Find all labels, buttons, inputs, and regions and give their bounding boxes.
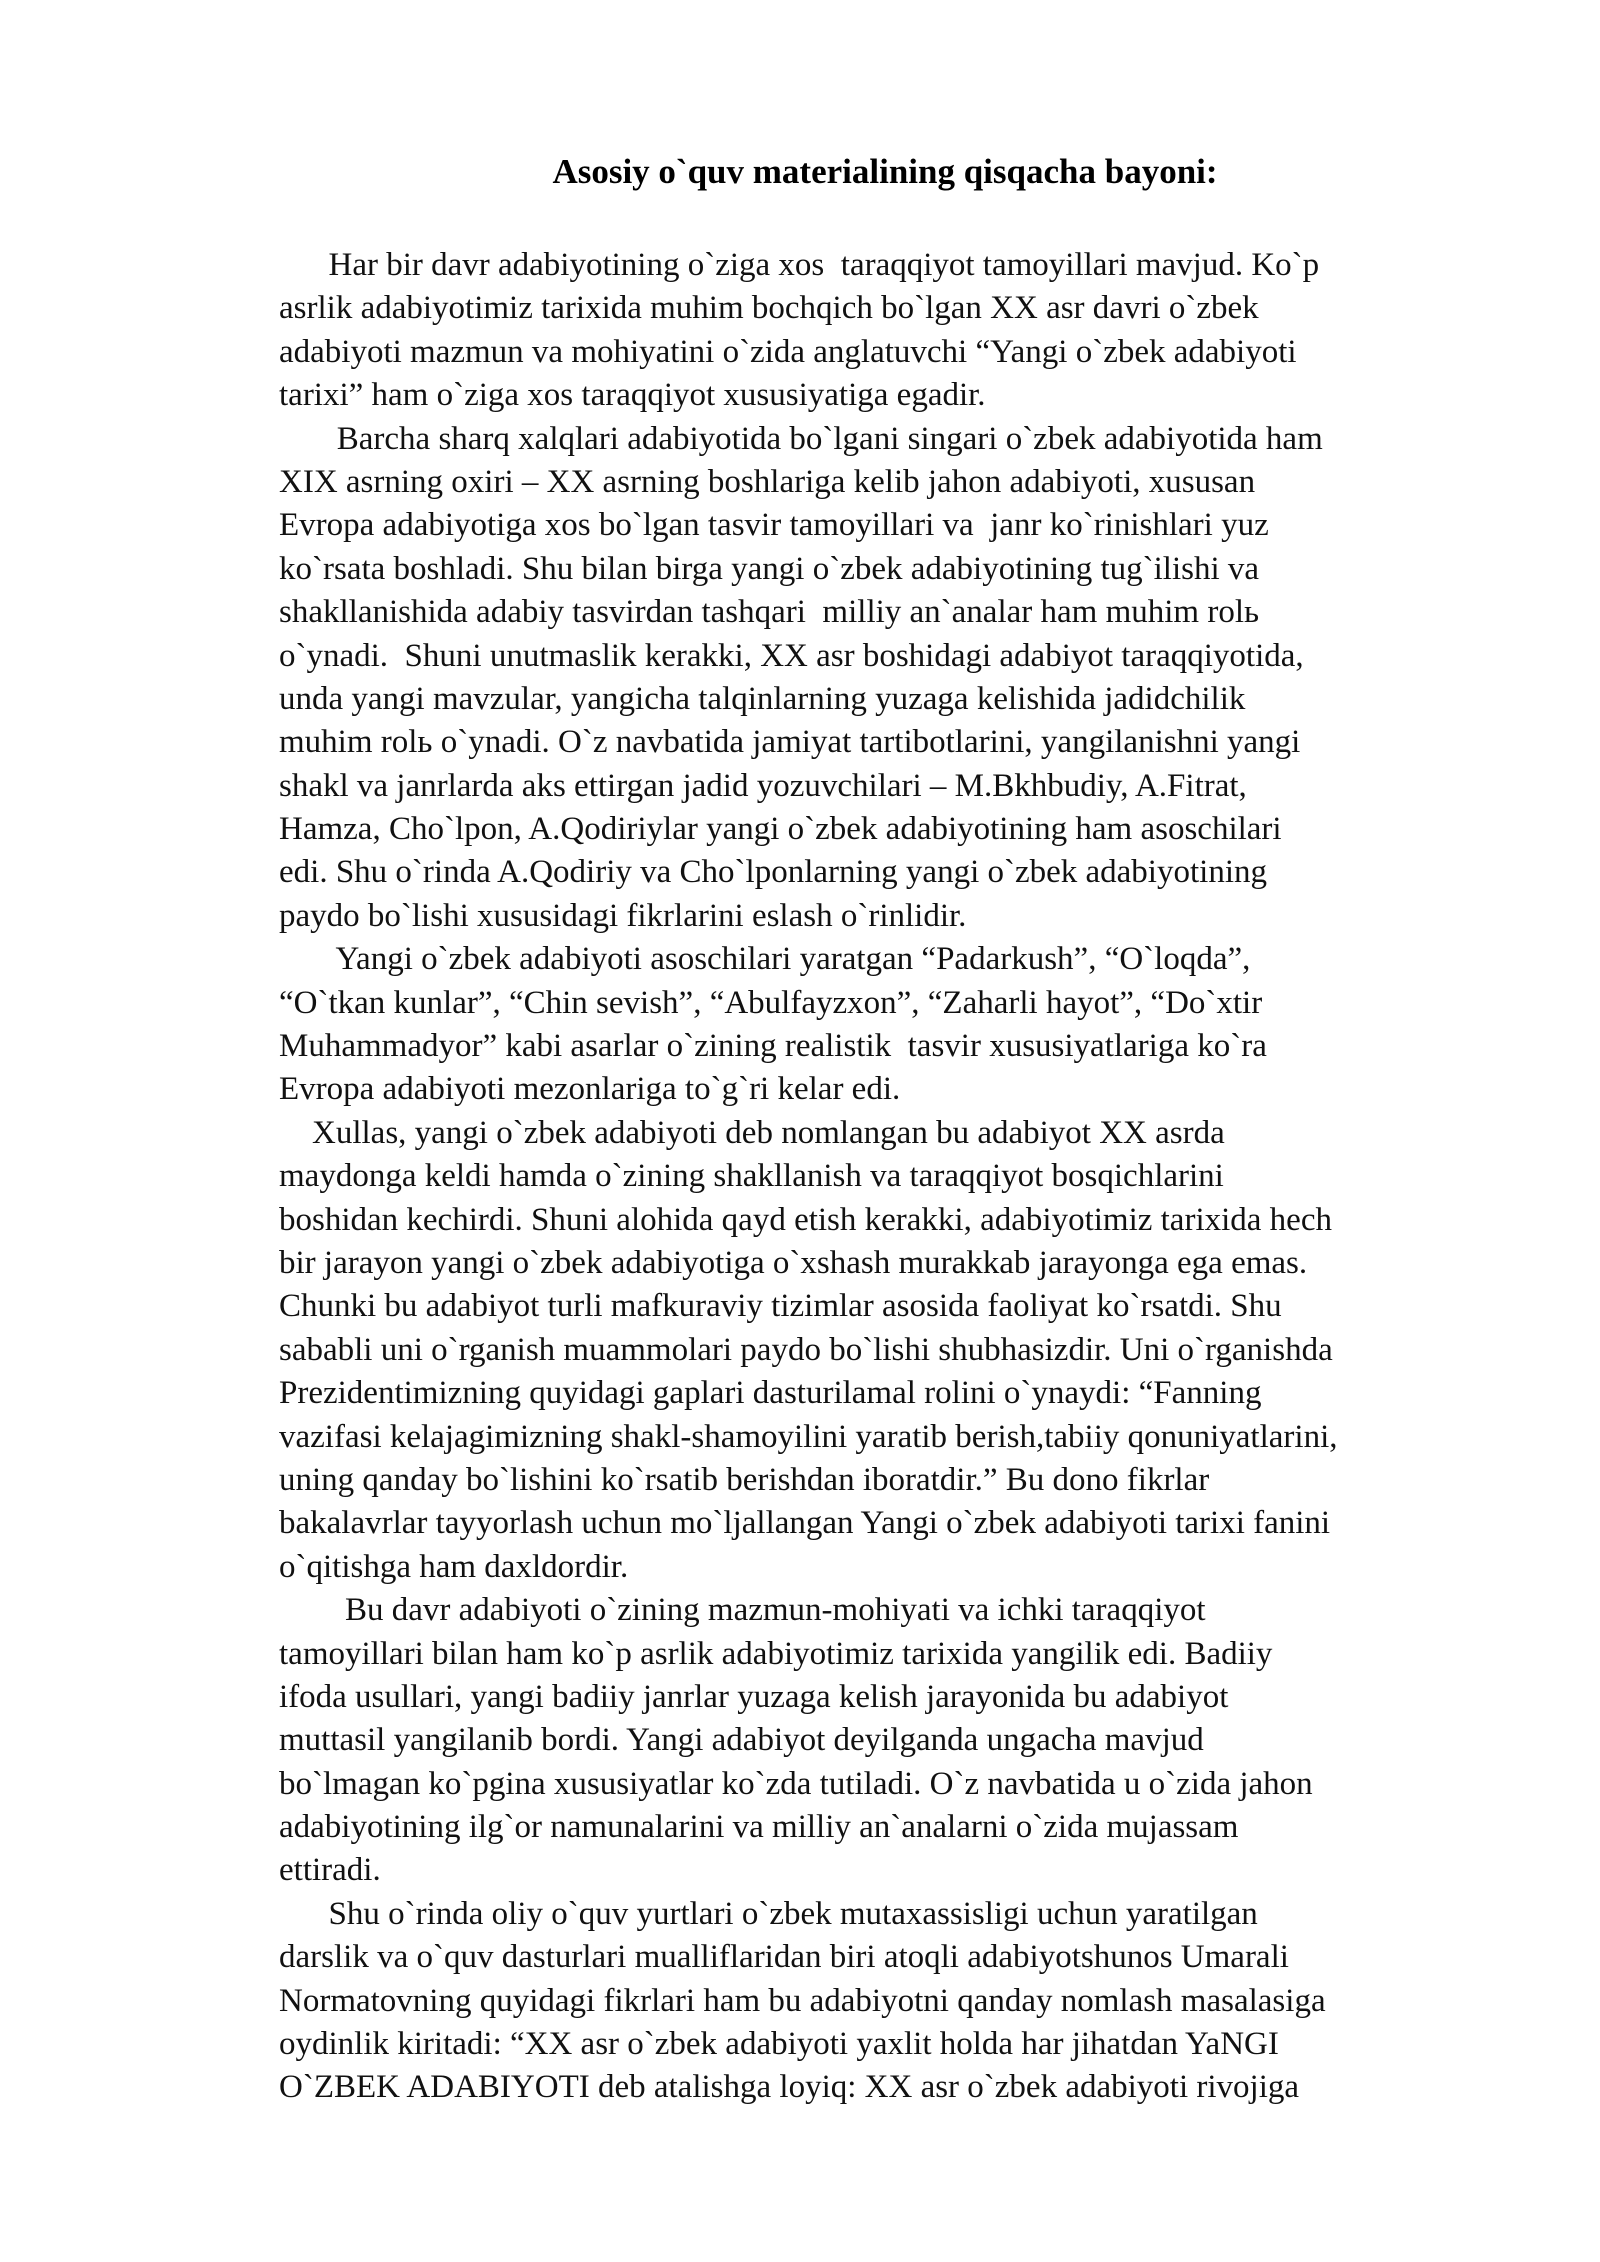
- text-line: muttasil yangilanib bordi. Yangi adabiyot deyilganda ungacha mavjud: [279, 1722, 1204, 1759]
- text-line: XIX asrning oxiri – XX asrning boshlariga kelib jahon adabiyoti, xususan: [279, 463, 1256, 500]
- text-line: O`ZBEK ADABIYOTI deb atalishga loyiq: XX asr o`zbek adabiyoti rivojiga: [279, 2069, 1300, 2106]
- text-line: Evropa adabiyoti mezonlariga to`g`ri kelar edi.: [279, 1071, 901, 1108]
- text-line: ettiradi.: [279, 1852, 381, 1889]
- text-line: Normatovning quyidagi fikrlari ham bu adabiyotni qanday nomlash masalasiga: [279, 1982, 1326, 2019]
- text-line: Bu davr adabiyoti o`zining mazmun-mohiyati va ichki taraqqiyot: [279, 1592, 1206, 1629]
- text-line: Hamza, Cho`lpon, A.Qodiriylar yangi o`zbek adabiyotining ham asoschilari: [279, 811, 1282, 848]
- text-line: bakalavrlar tayyorlash uchun mo`ljallangan Yangi o`zbek adabiyoti tarixi fanini: [279, 1505, 1331, 1542]
- text-line: Muhammadyor” kabi asarlar o`zining realistik tasvir xususiyatlariga ko`ra: [279, 1028, 1267, 1065]
- text-line: tamoyillari bilan ham ko`p asrlik adabiyotimiz tarixida yangilik edi. Badiiy: [279, 1635, 1273, 1672]
- text-line: Evropa adabiyotiga xos bo`lgan tasvir tamoyillari va janr ko`rinishlari yuz: [279, 507, 1269, 544]
- text-line: Yangi o`zbek adabiyoti asoschilari yaratgan “Padarkush”, “O`loqda”,: [279, 941, 1251, 978]
- text-line: o`ynadi. Shuni unutmaslik kerakki, XX asr boshidagi adabiyot taraqqiyotida,: [279, 637, 1304, 674]
- document-title: Asosiy o`quv materialining qisqacha bayoni:: [552, 152, 1218, 191]
- text-line: o`qitishga ham daxldordir.: [279, 1548, 629, 1585]
- text-line: Xullas, yangi o`zbek adabiyoti deb nomlangan bu adabiyot XX asrda: [279, 1114, 1225, 1151]
- text-line: bir jarayon yangi o`zbek adabiyotiga o`xshash murakkab jarayonga ega emas.: [279, 1244, 1308, 1281]
- text-line: boshidan kechirdi. Shuni alohida qayd etish kerakki, adabiyotimiz tarixida hech: [279, 1201, 1332, 1238]
- document-body: [279, 244, 1519, 2110]
- text-line: ko`rsata boshladi. Shu bilan birga yangi o`zbek adabiyotining tug`ilishi va: [279, 550, 1260, 587]
- text-line: Barcha sharq xalqlari adabiyotida bo`lgani singari o`zbek adabiyotida ham: [279, 420, 1323, 457]
- text-line: unda yangi mavzular, yangicha talqinlarning yuzaga kelishida jadidchilik: [279, 680, 1246, 717]
- text-line: asrlik adabiyotimiz tarixida muhim bochqich bo`lgan XX asr davri o`zbek: [279, 290, 1259, 327]
- text-line: Har bir davr adabiyotining o`ziga xos taraqqiyot tamoyillari mavjud. Ko`p: [279, 247, 1320, 283]
- text-line: Chunki bu adabiyot turli mafkuraviy tizimlar asosida faoliyat ko`rsatdi. Shu: [279, 1288, 1282, 1325]
- text-line: muhim rolь o`ynadi. O`z navbatida jamiyat tartibotlarini, yangilanishni yangi: [279, 724, 1301, 761]
- text-line: edi. Shu o`rinda A.Qodiriy va Cho`lponlarning yangi o`zbek adabiyotining: [279, 854, 1267, 891]
- text-line: bo`lmagan ko`pgina xususiyatlar ko`zda tutiladi. O`z navbatida u o`zida jahon: [279, 1765, 1313, 1802]
- text-line: vazifasi kelajagimizning shakl-shamoyilini yaratib berish,tabiiy qonuniyatlarini,: [279, 1418, 1338, 1455]
- text-line: tarixi” ham o`ziga xos taraqqiyot xususiyatiga egadir.: [279, 377, 986, 414]
- text-line: adabiyoti mazmun va mohiyatini o`zida anglatuvchi “Yangi o`zbek adabiyoti: [279, 333, 1297, 370]
- text-line: oydinlik kiritadi: “XX asr o`zbek adabiyoti yaxlit holda har jihatdan YaNGI: [279, 2026, 1279, 2063]
- text-line: maydonga keldi hamda o`zining shakllanish va taraqqiyot bosqichlarini: [279, 1158, 1224, 1195]
- text-line: adabiyotining ilg`or namunalarini va milliy an`analarni o`zida mujassam: [279, 1809, 1239, 1846]
- text-line: “O`tkan kunlar”, “Chin sevish”, “Abulfayzxon”, “Zaharli hayot”, “Do`xtir: [279, 984, 1263, 1021]
- text-line: sababli uni o`rganish muammolari paydo bo`lishi shubhasizdir. Uni o`rganishda: [279, 1331, 1333, 1368]
- text-line: Prezidentimizning quyidagi gaplari dasturilamal rolini o`ynaydi: “Fanning: [279, 1375, 1262, 1412]
- text-line: shakl va janrlarda aks ettirgan jadid yozuvchilari – M.Bkhbudiy, A.Fitrat,: [279, 767, 1247, 804]
- text-line: paydo bo`lishi xususidagi fikrlarini eslash o`rinlidir.: [279, 897, 967, 934]
- text-line: ifoda usullari, yangi badiiy janrlar yuzaga kelish jarayonida bu adabiyot: [279, 1678, 1229, 1715]
- text-line: darslik va o`quv dasturlari mualliflaridan biri atoqli adabiyotshunos Umarali: [279, 1939, 1289, 1976]
- text-line: uning qanday bo`lishini ko`rsatib berishdan iboratdir.” Bu dono fikrlar: [279, 1461, 1210, 1498]
- text-line: shakllanishida adabiy tasvirdan tashqari milliy an`analar ham muhim rolь: [279, 594, 1260, 631]
- text-line: Shu o`rinda oliy o`quv yurtlari o`zbek mutaxassisligi uchun yaratilgan: [279, 1895, 1258, 1932]
